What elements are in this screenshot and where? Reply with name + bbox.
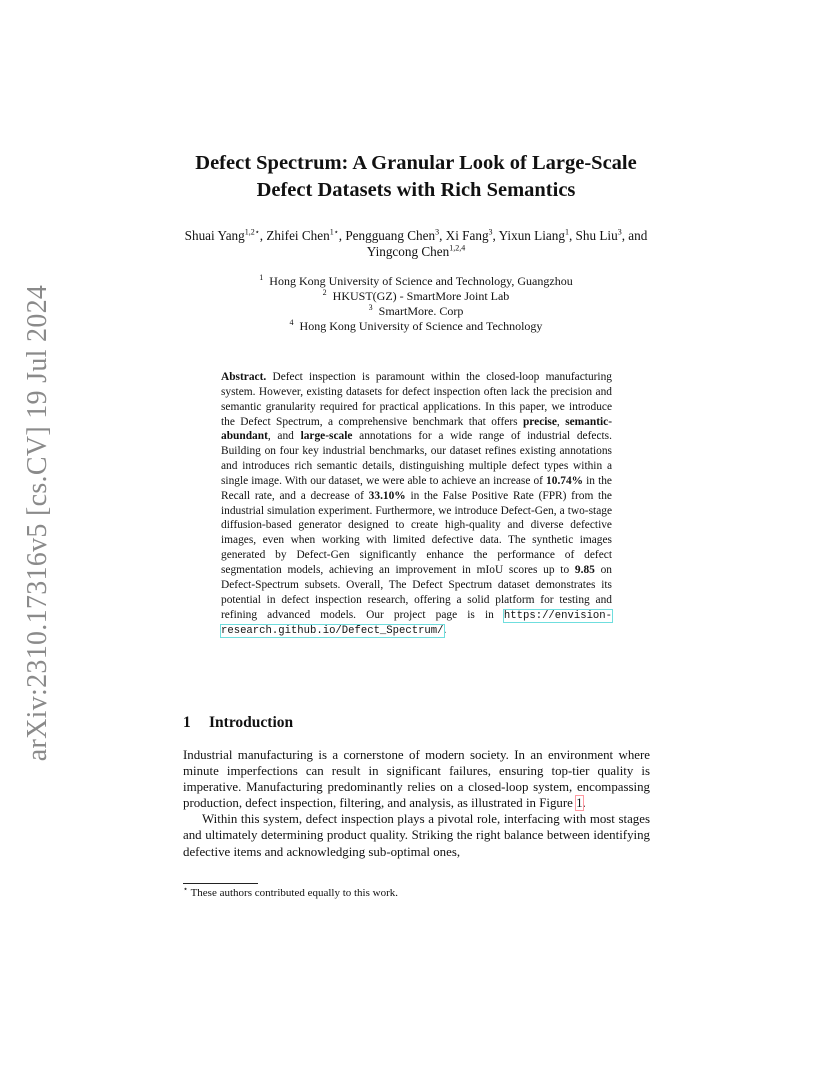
title-line-1: Defect Spectrum: A Granular Look of Large-Scale xyxy=(195,152,637,174)
footnote-divider xyxy=(183,883,258,884)
author-conjunction: and xyxy=(628,228,648,243)
affiliation-item xyxy=(200,319,632,334)
paragraph-text: . xyxy=(582,796,586,811)
abstract-text: , and xyxy=(267,430,294,443)
affiliation-mark: 4 xyxy=(289,318,294,327)
paragraph xyxy=(183,811,650,859)
affiliation-text: Hong Kong University of Science and Technology xyxy=(299,319,543,333)
author-affil-mark: 1⋆ xyxy=(329,227,339,237)
arxiv-identifier: arXiv:2310.17316v5 [cs.CV] 19 Jul 2024 xyxy=(22,284,53,762)
abstract-emphasis: semantic-abundant xyxy=(221,415,613,443)
affiliation-text: SmartMore. Corp xyxy=(378,304,464,318)
author-affil-mark: 3 xyxy=(617,227,622,237)
author-name: Shu Liu xyxy=(575,228,618,243)
title-line-2: Defect Datasets with Rich Semantics xyxy=(256,179,576,201)
arxiv-sidebar xyxy=(18,0,58,1072)
paragraph-text: Industrial manufacturing is a cornerstone of modern society. In an environment where minute imperfections can result in significant failures, ensuring top-tier quality is imperative. Manufacturing predominantly relies on a closed-loop system, encompassing production, defect inspection, filtering, and analysis, as illustrated in Figure xyxy=(183,748,650,811)
affiliation-text: Hong Kong University of Science and Technology, Guangzhou xyxy=(269,274,573,288)
abstract-text: Defect inspection is paramount within the closed-loop manufacturing system. However, existing datasets for defect inspection often lack the precision and semantic granularity required for practical applications. In this paper, we introduce the Defect Spectrum, a comprehensive benchmark that offers xyxy=(221,371,612,428)
affiliation-item xyxy=(200,289,632,304)
figure-reference-link[interactable]: 1 xyxy=(576,796,583,811)
abstract-text: in the Recall rate, and a decrease of xyxy=(221,474,612,502)
author-affil-mark: 3 xyxy=(435,227,440,237)
section-title: Introduction xyxy=(209,714,294,731)
affiliation-mark: 1 xyxy=(259,273,264,282)
author-name: Pengguang Chen xyxy=(345,228,436,243)
footnote-mark: ⋆ xyxy=(183,884,189,894)
author-list: Shuai Yang$^{1,2⋆}$, Zhifei Chen$^{1⋆}$, Pengguang Chen$^3$, Xi Fang$^3$, Yixun Liang$^1$, Shu Liu$^3$, and Yingcong Chen$^{1,2,4}$ xyxy=(184,227,648,259)
abstract-label: Abstract. xyxy=(221,371,267,383)
abstract xyxy=(221,370,612,639)
paragraph-text: Within this system, defect inspection plays a pivotal role, interfacing with most stages and ultimately determining product quality. Striking the right balance between identifying defective items and acknowledging sub-optimal ones, xyxy=(183,812,650,859)
abstract-emphasis: 33.10% xyxy=(368,489,406,502)
author-name: Yingcong Chen xyxy=(366,244,450,259)
author-affil-mark: 1 xyxy=(564,227,569,237)
affiliation-mark: 2 xyxy=(322,288,327,297)
abstract-text: on Defect-Spectrum subsets. Overall, The Defect Spectrum dataset demonstrates its potential in defect inspection research, offering a solid platform for testing and refining advanced models. Our project page is in xyxy=(221,563,612,621)
author-name: Zhifei Chen xyxy=(266,228,330,243)
affiliation-text: HKUST(GZ) - SmartMore Joint Lab xyxy=(332,289,510,303)
abstract-text: in the False Positive Rate (FPR) from the industrial simulation experiment. Furthermore, we introduce Defect-Gen, a two-stage diffusion-based generator designed to create high-quality and diverse defective images, even when working with limited defective data. The synthetic images generated by Defect-Gen significantly enhance the performance of defect segmentation models, achieving an improvement in mIoU scores up to xyxy=(221,489,612,576)
affiliation-item xyxy=(200,304,632,319)
author-name: Xi Fang xyxy=(445,228,489,243)
author-affil-mark: 1,2⋆ xyxy=(244,227,260,237)
abstract-emphasis: precise xyxy=(522,415,557,428)
introduction-body xyxy=(183,747,650,860)
author-name: Yixun Liang xyxy=(498,228,565,243)
abstract-emphasis: large-scale xyxy=(300,430,353,443)
section-number: 1 xyxy=(183,714,191,731)
paper-title xyxy=(150,150,682,204)
author-name: Shuai Yang xyxy=(184,228,245,243)
abstract-emphasis: 9.85 xyxy=(574,563,595,576)
author-affil-mark: 1,2,4 xyxy=(449,243,466,253)
footnote-text: These authors contributed equally to this work. xyxy=(190,887,399,899)
affiliation-mark: 3 xyxy=(368,303,373,312)
author-affil-mark: 3 xyxy=(488,227,493,237)
abstract-text: . xyxy=(443,624,447,637)
section-heading-introduction xyxy=(183,714,293,732)
footnote xyxy=(183,886,650,900)
affiliation-item xyxy=(200,274,632,289)
project-page-link[interactable]: https://envision-research.github.io/Defect_Spectrum/ xyxy=(221,609,612,638)
abstract-text: , xyxy=(556,415,560,428)
affiliations xyxy=(200,274,632,334)
abstract-emphasis: 10.74% xyxy=(546,474,584,487)
abstract-text: annotations for a wide range of industrial defects. Building on four key industrial benchmarks, our dataset refines existing annotations and introduces rich semantic details, distinguishing multiple defect types within a single image. With our dataset, we were able to achieve an increase of xyxy=(221,430,612,487)
paragraph xyxy=(183,747,650,811)
